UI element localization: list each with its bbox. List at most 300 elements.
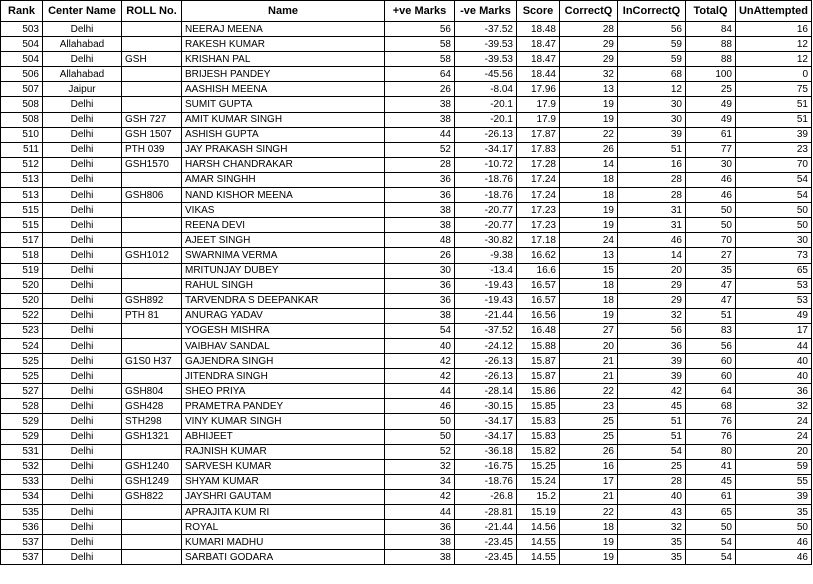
- roll-no-cell: GSH1012: [122, 248, 182, 263]
- score-cell: 15.85: [517, 399, 560, 414]
- correct-q-cell: 26: [560, 142, 618, 157]
- total-q-cell: 35: [686, 263, 736, 278]
- correct-q-cell: 18: [560, 188, 618, 203]
- score-cell: 15.86: [517, 384, 560, 399]
- table-row: [1, 188, 812, 203]
- roll-no-cell: [122, 535, 182, 550]
- unattempted-cell: 24: [736, 429, 812, 444]
- correct-q-cell: 18: [560, 172, 618, 187]
- name-cell: NAND KISHOR MEENA: [182, 188, 385, 203]
- total-q-cell: 76: [686, 429, 736, 444]
- negative-marks-cell: -8.04: [455, 82, 517, 97]
- correct-q-cell: 22: [560, 384, 618, 399]
- name-cell: TARVENDRA S DEEPANKAR: [182, 293, 385, 308]
- incorrect-q-cell: 32: [618, 520, 686, 535]
- name-cell: JAYSHRI GAUTAM: [182, 489, 385, 504]
- name-cell: GAJENDRA SINGH: [182, 354, 385, 369]
- unattempted-cell: 39: [736, 127, 812, 142]
- unattempted-cell: 40: [736, 369, 812, 384]
- center-name-cell: Delhi: [43, 248, 122, 263]
- name-cell: RAKESH KUMAR: [182, 37, 385, 52]
- table-row: [1, 67, 812, 82]
- roll-no-cell: [122, 97, 182, 112]
- score-cell: 15.19: [517, 505, 560, 520]
- negative-marks-cell: -19.43: [455, 278, 517, 293]
- header-score: Score: [517, 1, 560, 22]
- incorrect-q-cell: 20: [618, 263, 686, 278]
- incorrect-q-cell: 28: [618, 172, 686, 187]
- center-name-cell: Delhi: [43, 218, 122, 233]
- score-cell: 15.82: [517, 444, 560, 459]
- table-row: [1, 535, 812, 550]
- unattempted-cell: 50: [736, 218, 812, 233]
- roll-no-cell: [122, 505, 182, 520]
- positive-marks-cell: 54: [385, 323, 455, 338]
- rank-cell: 506: [1, 67, 43, 82]
- correct-q-cell: 22: [560, 505, 618, 520]
- score-cell: 17.18: [517, 233, 560, 248]
- name-cell: RAJNISH KUMAR: [182, 444, 385, 459]
- roll-no-cell: [122, 218, 182, 233]
- score-cell: 15.87: [517, 354, 560, 369]
- score-cell: 16.57: [517, 278, 560, 293]
- negative-marks-cell: -20.77: [455, 203, 517, 218]
- rank-cell: 513: [1, 172, 43, 187]
- table-row: [1, 37, 812, 52]
- unattempted-cell: 73: [736, 248, 812, 263]
- negative-marks-cell: -26.13: [455, 354, 517, 369]
- rank-cell: 512: [1, 157, 43, 172]
- header-total-q: TotalQ: [686, 1, 736, 22]
- rank-cell: 507: [1, 82, 43, 97]
- roll-no-cell: GSH804: [122, 384, 182, 399]
- positive-marks-cell: 28: [385, 157, 455, 172]
- center-name-cell: Delhi: [43, 263, 122, 278]
- roll-no-cell: [122, 263, 182, 278]
- total-q-cell: 49: [686, 97, 736, 112]
- incorrect-q-cell: 28: [618, 188, 686, 203]
- positive-marks-cell: 38: [385, 97, 455, 112]
- center-name-cell: Delhi: [43, 520, 122, 535]
- roll-no-cell: GSH1249: [122, 474, 182, 489]
- incorrect-q-cell: 30: [618, 112, 686, 127]
- rank-cell: 536: [1, 520, 43, 535]
- total-q-cell: 70: [686, 233, 736, 248]
- score-cell: 16.6: [517, 263, 560, 278]
- name-cell: MRITUNJAY DUBEY: [182, 263, 385, 278]
- name-cell: PRAMETRA PANDEY: [182, 399, 385, 414]
- roll-no-cell: [122, 22, 182, 37]
- table-row: [1, 489, 812, 504]
- positive-marks-cell: 36: [385, 278, 455, 293]
- table-row: [1, 82, 812, 97]
- roll-no-cell: GSH 1507: [122, 127, 182, 142]
- name-cell: JAY PRAKASH SINGH: [182, 142, 385, 157]
- positive-marks-cell: 36: [385, 172, 455, 187]
- table-row: [1, 22, 812, 37]
- name-cell: VINY KUMAR SINGH: [182, 414, 385, 429]
- negative-marks-cell: -23.45: [455, 550, 517, 565]
- correct-q-cell: 19: [560, 203, 618, 218]
- score-cell: 14.56: [517, 520, 560, 535]
- unattempted-cell: 40: [736, 354, 812, 369]
- score-cell: 15.87: [517, 369, 560, 384]
- table-row: [1, 308, 812, 323]
- score-cell: 14.55: [517, 535, 560, 550]
- score-cell: 15.83: [517, 414, 560, 429]
- name-cell: SHEO PRIYA: [182, 384, 385, 399]
- total-q-cell: 80: [686, 444, 736, 459]
- rank-cell: 520: [1, 278, 43, 293]
- center-name-cell: Delhi: [43, 444, 122, 459]
- positive-marks-cell: 32: [385, 459, 455, 474]
- roll-no-cell: GSH1321: [122, 429, 182, 444]
- correct-q-cell: 19: [560, 308, 618, 323]
- incorrect-q-cell: 45: [618, 399, 686, 414]
- positive-marks-cell: 46: [385, 399, 455, 414]
- rank-cell: 529: [1, 429, 43, 444]
- negative-marks-cell: -26.13: [455, 369, 517, 384]
- correct-q-cell: 15: [560, 263, 618, 278]
- name-cell: KRISHAN PAL: [182, 52, 385, 67]
- rank-cell: 518: [1, 248, 43, 263]
- positive-marks-cell: 44: [385, 127, 455, 142]
- negative-marks-cell: -30.82: [455, 233, 517, 248]
- incorrect-q-cell: 29: [618, 293, 686, 308]
- total-q-cell: 49: [686, 112, 736, 127]
- center-name-cell: Delhi: [43, 52, 122, 67]
- rank-cell: 525: [1, 369, 43, 384]
- unattempted-cell: 35: [736, 505, 812, 520]
- positive-marks-cell: 30: [385, 263, 455, 278]
- name-cell: BRIJESH PANDEY: [182, 67, 385, 82]
- score-cell: 17.87: [517, 127, 560, 142]
- roll-no-cell: PTH 81: [122, 308, 182, 323]
- score-cell: 18.48: [517, 22, 560, 37]
- center-name-cell: Delhi: [43, 474, 122, 489]
- total-q-cell: 84: [686, 22, 736, 37]
- score-cell: 17.9: [517, 112, 560, 127]
- incorrect-q-cell: 39: [618, 369, 686, 384]
- incorrect-q-cell: 31: [618, 203, 686, 218]
- center-name-cell: Delhi: [43, 188, 122, 203]
- correct-q-cell: 26: [560, 444, 618, 459]
- total-q-cell: 77: [686, 142, 736, 157]
- unattempted-cell: 53: [736, 278, 812, 293]
- rank-cell: 515: [1, 203, 43, 218]
- correct-q-cell: 25: [560, 414, 618, 429]
- negative-marks-cell: -20.1: [455, 97, 517, 112]
- total-q-cell: 50: [686, 218, 736, 233]
- table-row: [1, 218, 812, 233]
- negative-marks-cell: -34.17: [455, 414, 517, 429]
- unattempted-cell: 44: [736, 338, 812, 353]
- correct-q-cell: 19: [560, 97, 618, 112]
- correct-q-cell: 23: [560, 399, 618, 414]
- table-row: [1, 520, 812, 535]
- negative-marks-cell: -19.43: [455, 293, 517, 308]
- positive-marks-cell: 56: [385, 22, 455, 37]
- name-cell: SUMIT GUPTA: [182, 97, 385, 112]
- unattempted-cell: 20: [736, 444, 812, 459]
- score-cell: 17.83: [517, 142, 560, 157]
- center-name-cell: Delhi: [43, 127, 122, 142]
- table-row: [1, 263, 812, 278]
- positive-marks-cell: 58: [385, 37, 455, 52]
- rank-cell: 523: [1, 323, 43, 338]
- roll-no-cell: [122, 172, 182, 187]
- negative-marks-cell: -20.77: [455, 218, 517, 233]
- positive-marks-cell: 34: [385, 474, 455, 489]
- correct-q-cell: 19: [560, 550, 618, 565]
- table-row: [1, 97, 812, 112]
- score-cell: 17.28: [517, 157, 560, 172]
- rank-cell: 534: [1, 489, 43, 504]
- incorrect-q-cell: 29: [618, 278, 686, 293]
- rank-cell: 511: [1, 142, 43, 157]
- name-cell: SHYAM KUMAR: [182, 474, 385, 489]
- name-cell: NEERAJ MEENA: [182, 22, 385, 37]
- name-cell: KUMARI MADHU: [182, 535, 385, 550]
- score-cell: 15.25: [517, 459, 560, 474]
- center-name-cell: Delhi: [43, 308, 122, 323]
- center-name-cell: Allahabad: [43, 67, 122, 82]
- header-correct-q: CorrectQ: [560, 1, 618, 22]
- negative-marks-cell: -39.53: [455, 52, 517, 67]
- rank-cell: 513: [1, 188, 43, 203]
- negative-marks-cell: -18.76: [455, 474, 517, 489]
- table-row: [1, 233, 812, 248]
- incorrect-q-cell: 51: [618, 429, 686, 444]
- positive-marks-cell: 52: [385, 142, 455, 157]
- incorrect-q-cell: 51: [618, 414, 686, 429]
- correct-q-cell: 22: [560, 127, 618, 142]
- rank-cell: 510: [1, 127, 43, 142]
- total-q-cell: 60: [686, 354, 736, 369]
- roll-no-cell: GSH806: [122, 188, 182, 203]
- roll-no-cell: [122, 550, 182, 565]
- table-row: [1, 429, 812, 444]
- table-row: [1, 293, 812, 308]
- unattempted-cell: 23: [736, 142, 812, 157]
- incorrect-q-cell: 42: [618, 384, 686, 399]
- header-positive-marks: +ve Marks: [385, 1, 455, 22]
- unattempted-cell: 17: [736, 323, 812, 338]
- positive-marks-cell: 44: [385, 505, 455, 520]
- total-q-cell: 47: [686, 293, 736, 308]
- correct-q-cell: 17: [560, 474, 618, 489]
- negative-marks-cell: -45.56: [455, 67, 517, 82]
- center-name-cell: Delhi: [43, 112, 122, 127]
- total-q-cell: 46: [686, 188, 736, 203]
- name-cell: SWARNIMA VERMA: [182, 248, 385, 263]
- header-negative-marks: -ve Marks: [455, 1, 517, 22]
- name-cell: VAIBHAV SANDAL: [182, 338, 385, 353]
- incorrect-q-cell: 35: [618, 535, 686, 550]
- rank-cell: 533: [1, 474, 43, 489]
- roll-no-cell: GSH892: [122, 293, 182, 308]
- roll-no-cell: [122, 203, 182, 218]
- positive-marks-cell: 52: [385, 444, 455, 459]
- score-cell: 16.56: [517, 308, 560, 323]
- table-row: [1, 459, 812, 474]
- positive-marks-cell: 38: [385, 218, 455, 233]
- score-cell: 17.96: [517, 82, 560, 97]
- correct-q-cell: 18: [560, 278, 618, 293]
- score-cell: 14.55: [517, 550, 560, 565]
- roll-no-cell: [122, 323, 182, 338]
- center-name-cell: Jaipur: [43, 82, 122, 97]
- negative-marks-cell: -18.76: [455, 188, 517, 203]
- positive-marks-cell: 26: [385, 248, 455, 263]
- unattempted-cell: 12: [736, 52, 812, 67]
- header-center-name: Center Name: [43, 1, 122, 22]
- rank-cell: 525: [1, 354, 43, 369]
- positive-marks-cell: 42: [385, 354, 455, 369]
- total-q-cell: 100: [686, 67, 736, 82]
- center-name-cell: Delhi: [43, 399, 122, 414]
- correct-q-cell: 16: [560, 459, 618, 474]
- rank-cell: 519: [1, 263, 43, 278]
- unattempted-cell: 54: [736, 172, 812, 187]
- table-row: [1, 127, 812, 142]
- center-name-cell: Delhi: [43, 323, 122, 338]
- table-row: [1, 414, 812, 429]
- score-cell: 16.62: [517, 248, 560, 263]
- roll-no-cell: GSH: [122, 52, 182, 67]
- center-name-cell: Delhi: [43, 459, 122, 474]
- incorrect-q-cell: 28: [618, 474, 686, 489]
- name-cell: AJEET SINGH: [182, 233, 385, 248]
- score-cell: 17.24: [517, 188, 560, 203]
- positive-marks-cell: 36: [385, 520, 455, 535]
- total-q-cell: 88: [686, 52, 736, 67]
- center-name-cell: Delhi: [43, 97, 122, 112]
- center-name-cell: Delhi: [43, 354, 122, 369]
- positive-marks-cell: 50: [385, 429, 455, 444]
- unattempted-cell: 12: [736, 37, 812, 52]
- unattempted-cell: 0: [736, 67, 812, 82]
- positive-marks-cell: 48: [385, 233, 455, 248]
- total-q-cell: 56: [686, 338, 736, 353]
- incorrect-q-cell: 36: [618, 338, 686, 353]
- total-q-cell: 83: [686, 323, 736, 338]
- score-cell: 15.24: [517, 474, 560, 489]
- positive-marks-cell: 36: [385, 188, 455, 203]
- table-row: [1, 550, 812, 565]
- negative-marks-cell: -16.75: [455, 459, 517, 474]
- table-row: [1, 399, 812, 414]
- incorrect-q-cell: 16: [618, 157, 686, 172]
- rank-cell: 508: [1, 97, 43, 112]
- incorrect-q-cell: 31: [618, 218, 686, 233]
- total-q-cell: 88: [686, 37, 736, 52]
- center-name-cell: Delhi: [43, 384, 122, 399]
- incorrect-q-cell: 43: [618, 505, 686, 520]
- table-row: [1, 248, 812, 263]
- negative-marks-cell: -37.52: [455, 22, 517, 37]
- table-row: [1, 369, 812, 384]
- incorrect-q-cell: 51: [618, 142, 686, 157]
- table-row: [1, 142, 812, 157]
- table-row: [1, 323, 812, 338]
- roll-no-cell: [122, 233, 182, 248]
- total-q-cell: 47: [686, 278, 736, 293]
- positive-marks-cell: 38: [385, 535, 455, 550]
- rank-cell: 527: [1, 384, 43, 399]
- rank-cell: 528: [1, 399, 43, 414]
- name-cell: ASHISH GUPTA: [182, 127, 385, 142]
- score-cell: 17.24: [517, 172, 560, 187]
- rank-cell: 504: [1, 52, 43, 67]
- total-q-cell: 54: [686, 535, 736, 550]
- correct-q-cell: 25: [560, 429, 618, 444]
- unattempted-cell: 46: [736, 535, 812, 550]
- negative-marks-cell: -34.17: [455, 429, 517, 444]
- positive-marks-cell: 42: [385, 489, 455, 504]
- negative-marks-cell: -28.14: [455, 384, 517, 399]
- name-cell: AMIT KUMAR SINGH: [182, 112, 385, 127]
- positive-marks-cell: 38: [385, 203, 455, 218]
- name-cell: AASHISH MEENA: [182, 82, 385, 97]
- positive-marks-cell: 64: [385, 67, 455, 82]
- positive-marks-cell: 38: [385, 112, 455, 127]
- negative-marks-cell: -28.81: [455, 505, 517, 520]
- correct-q-cell: 18: [560, 520, 618, 535]
- correct-q-cell: 13: [560, 248, 618, 263]
- unattempted-cell: 75: [736, 82, 812, 97]
- correct-q-cell: 19: [560, 535, 618, 550]
- total-q-cell: 27: [686, 248, 736, 263]
- roll-no-cell: [122, 369, 182, 384]
- center-name-cell: Delhi: [43, 157, 122, 172]
- negative-marks-cell: -24.12: [455, 338, 517, 353]
- incorrect-q-cell: 59: [618, 37, 686, 52]
- correct-q-cell: 13: [560, 82, 618, 97]
- rank-cell: 537: [1, 550, 43, 565]
- incorrect-q-cell: 54: [618, 444, 686, 459]
- total-q-cell: 25: [686, 82, 736, 97]
- center-name-cell: Delhi: [43, 429, 122, 444]
- score-cell: 15.2: [517, 489, 560, 504]
- unattempted-cell: 30: [736, 233, 812, 248]
- incorrect-q-cell: 14: [618, 248, 686, 263]
- name-cell: AMAR SINGHH: [182, 172, 385, 187]
- score-cell: 16.57: [517, 293, 560, 308]
- negative-marks-cell: -20.1: [455, 112, 517, 127]
- table-row: [1, 112, 812, 127]
- center-name-cell: Delhi: [43, 535, 122, 550]
- roll-no-cell: [122, 520, 182, 535]
- positive-marks-cell: 36: [385, 293, 455, 308]
- correct-q-cell: 27: [560, 323, 618, 338]
- rank-cell: 537: [1, 535, 43, 550]
- total-q-cell: 61: [686, 489, 736, 504]
- unattempted-cell: 46: [736, 550, 812, 565]
- negative-marks-cell: -30.15: [455, 399, 517, 414]
- table-row: [1, 203, 812, 218]
- roll-no-cell: GSH 727: [122, 112, 182, 127]
- incorrect-q-cell: 39: [618, 354, 686, 369]
- rank-cell: 522: [1, 308, 43, 323]
- table-row: [1, 505, 812, 520]
- incorrect-q-cell: 35: [618, 550, 686, 565]
- negative-marks-cell: -21.44: [455, 520, 517, 535]
- name-cell: RAHUL SINGH: [182, 278, 385, 293]
- unattempted-cell: 50: [736, 203, 812, 218]
- header-incorrect-q: InCorrectQ: [618, 1, 686, 22]
- total-q-cell: 61: [686, 127, 736, 142]
